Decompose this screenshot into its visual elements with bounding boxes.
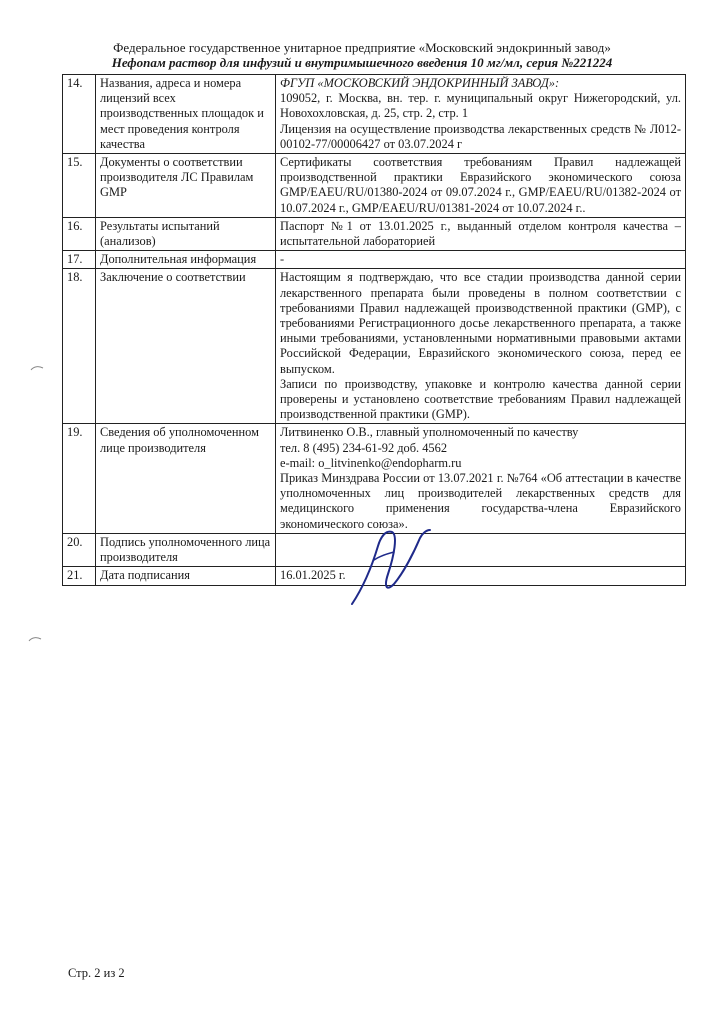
table-row-17 bbox=[63, 251, 686, 269]
company-address: 109052, г. Москва, вн. тер. г. муниципальный округ Нижегородский, ул. Новохохловская, д. 25, стр. 2, стр. 1 bbox=[280, 91, 681, 121]
license-info: Лицензия на осуществление производства лекарственных средств № Л012-00102-77/00006427 от 03.07.2024 г bbox=[280, 121, 681, 151]
records-paragraph: Записи по производству, упаковке и контролю качества данной серии проверены и установлено соответствие требованиям Правил надлежащей производственной практики (GMP). bbox=[280, 376, 681, 422]
company-title: ФГУП «МОСКОВСКИЙ ЭНДОКРИННЫЙ ЗАВОД»: bbox=[280, 76, 560, 90]
qualified-person-order: Приказ Минздрава России от 13.07.2021 г. №764 «Об аттестации в качестве уполномоченных лиц производителей лекарственных средств для медицинского применения государства-члена Евразийского экономического союза». bbox=[280, 471, 681, 531]
row-label: Документы о соответствии производителя ЛС Правилам GMP bbox=[96, 154, 276, 218]
row-label: Сведения об уполномоченном лице производителя bbox=[96, 424, 276, 533]
header-product-title: Нефопам раствор для инфузий и внутримышечного введения 10 мг/мл, серия №221224 bbox=[111, 55, 613, 70]
table-row-20 bbox=[63, 533, 686, 566]
conformity-paragraph: Настоящим я подтверждаю, что все стадии производства данной серии лекарственного препарата были проведены в полном соответствии с требованиями Правил надлежащей производственной практики (GMP), с требованиями Регистрационного досье лекарственного препарата, а также иными требованиями, установленными нормативными правовыми актами Российской Федерации, Евразийского экономического союза, перед ее выпуском. bbox=[280, 270, 681, 376]
row-number: 15. bbox=[63, 154, 96, 218]
row-content bbox=[276, 75, 686, 154]
row-number: 20. bbox=[63, 533, 96, 566]
row-label: Результаты испытаний (анализов) bbox=[96, 217, 276, 250]
additional-info: - bbox=[276, 251, 686, 269]
row-label: Дата подписания bbox=[96, 567, 276, 585]
row-label: Названия, адреса и номера лицензий всех производственных площадок и мест проведения контроля качества bbox=[96, 75, 276, 154]
certificate-table bbox=[62, 74, 686, 586]
gmp-certificates: Сертификаты соответствия требованиям Правил надлежащей производственной практики Евразийского экономического союза GMP/EAEU/RU/01380-2024 от 09.07.2024 г., GMP/EAEU/RU/01382-2024 от 10.07.2024 г., GMP/EAEU/RU/01381-2024 от 10.07.2024 г.. bbox=[276, 154, 686, 218]
row-label: Подпись уполномоченного лица производителя bbox=[96, 533, 276, 566]
row-number: 16. bbox=[63, 217, 96, 250]
page-number: Стр. 2 из 2 bbox=[68, 966, 125, 980]
table-row-18 bbox=[63, 269, 686, 424]
signature-cell bbox=[276, 533, 686, 566]
qualified-person-name: Литвиненко О.В., главный уполномоченный по качеству bbox=[280, 425, 579, 440]
row-number: 14. bbox=[63, 75, 96, 154]
table-row-16 bbox=[63, 217, 686, 250]
qualified-person-phone: тел. 8 (495) 234-61-92 доб. 4562 bbox=[280, 440, 448, 455]
conformity-statement bbox=[276, 269, 686, 424]
table-row-15 bbox=[63, 154, 686, 218]
scan-artifact bbox=[30, 365, 44, 371]
row-number: 19. bbox=[63, 424, 96, 533]
handwritten-signature bbox=[334, 516, 454, 616]
row-label: Дополнительная информация bbox=[96, 251, 276, 269]
row-label: Заключение о соответствии bbox=[96, 269, 276, 424]
row-number: 18. bbox=[63, 269, 96, 424]
test-results: Паспорт №1 от 13.01.2025 г., выданный отделом контроля качества – испытательной лабораторией bbox=[276, 217, 686, 250]
row-number: 21. bbox=[63, 567, 96, 585]
table-row-14 bbox=[63, 75, 686, 154]
header-organization: Федеральное государственное унитарное предприятие «Московский эндокринный завод» bbox=[113, 40, 611, 55]
scan-artifact bbox=[28, 636, 42, 642]
signing-date: 16.01.2025 г. bbox=[276, 567, 686, 585]
qualified-person-email: e-mail: o_litvinenko@endopharm.ru bbox=[280, 455, 462, 470]
row-number: 17. bbox=[63, 251, 96, 269]
